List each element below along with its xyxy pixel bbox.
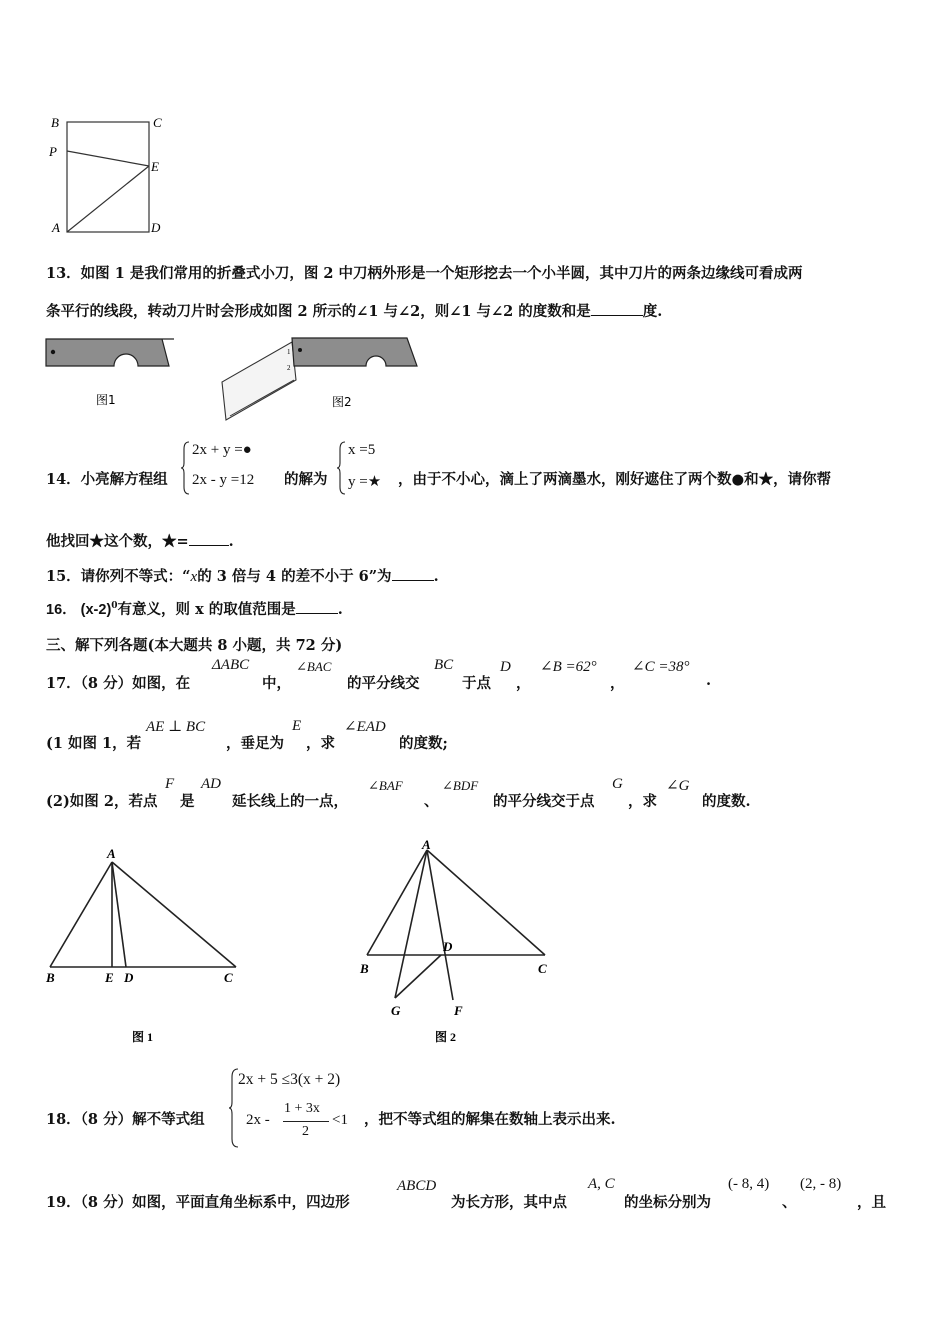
q17-s2-m2: AD	[201, 776, 221, 792]
knife-figure-2	[210, 330, 425, 425]
q16-exp: 0	[111, 601, 118, 612]
q15-text-c: .	[433, 568, 439, 585]
fig2-caption: 图 2	[435, 1030, 457, 1044]
q17-p1: 17．（8 分）如图，在	[46, 675, 191, 692]
q16-answer-blank[interactable]	[296, 599, 338, 614]
rectangle-figure	[40, 108, 180, 238]
q17-m-bac: ∠BAC	[296, 659, 332, 674]
q17-figure-2	[355, 835, 565, 1050]
q18-eq1: 2x + 5 ≤3(x + 2)	[238, 1071, 341, 1088]
fig1-label-A: A	[107, 846, 116, 861]
q17-p7: .	[706, 672, 712, 689]
q17-figure-1	[40, 840, 250, 1050]
rect-label-E: E	[151, 159, 159, 174]
q17-s1-m1: AE ⊥ BC	[146, 719, 206, 735]
q17-s1-b: ，垂足为	[226, 735, 284, 752]
q15-text-a: 15．请你列不等式：“	[46, 568, 191, 585]
angle-label-2: 2	[287, 364, 291, 372]
fig2-label-D: D	[443, 939, 453, 954]
q17-m-abc: ΔABC	[212, 657, 250, 673]
q15-text-b: 的 3 倍与 4 的差不小于 6”为	[197, 568, 392, 585]
q17-s2-m1: F	[165, 776, 175, 792]
q17-s2-e: 的平分线交于点	[493, 793, 595, 810]
q17-s2-c: 延长线上的一点，	[232, 793, 348, 810]
fig1-label-B: B	[46, 970, 55, 985]
knife-figure-1	[44, 336, 174, 416]
q18-eq2-a: 2x -	[246, 1112, 270, 1128]
q17-s1-m3: ∠EAD	[344, 719, 386, 735]
q15	[46, 565, 439, 586]
fig1-label-C: C	[224, 970, 233, 985]
fig1-caption: 图 1	[132, 1030, 154, 1044]
q14-sys2-eq2	[348, 472, 381, 491]
rect-label-C: C	[153, 115, 162, 130]
fig1-label-D: D	[124, 970, 134, 985]
q17-s1-d: 的度数;	[399, 735, 448, 752]
q14-sys1-eq2	[192, 472, 254, 489]
q15-var: x	[190, 569, 198, 585]
q19-p5: ，且	[857, 1194, 886, 1211]
q13-line2-text: 条平行的线段，转动刀片时会形成如图 2 所示的∠1 与∠2，则∠1 与∠2 的度数和是	[46, 303, 591, 320]
q17-p6: ，	[610, 675, 625, 692]
q17-s1-m2: E	[292, 718, 302, 734]
fig2-label-G: G	[391, 1003, 401, 1018]
fig1-label-E: E	[105, 970, 114, 985]
q18-eq2-num: 1 + 3x	[284, 1101, 320, 1116]
q14-sys1-eq2-text: 2x - y =12	[192, 472, 255, 488]
q14-sys1-eq1-text: 2x + y =●	[192, 442, 252, 458]
q18-eq2-b: <1	[332, 1112, 348, 1128]
q17-s1-a: (1 如图 1，若	[46, 735, 142, 752]
q17-s2-g: 的度数.	[702, 793, 751, 810]
q14-sys1-eq1	[192, 442, 252, 459]
q17-p5: ，	[516, 675, 531, 692]
q13-answer-blank[interactable]	[591, 301, 643, 316]
q17-line1	[46, 672, 190, 693]
q14-system1-brace	[181, 441, 191, 495]
q18-eq2-den: 2	[302, 1124, 309, 1139]
q14-mid: 的解为	[284, 471, 328, 488]
q19-p4: 、	[782, 1194, 797, 1211]
q19-m4: (2, - 8)	[800, 1176, 842, 1192]
q14-line2-text: 他找回★这个数，★=	[46, 533, 189, 550]
fig2-label-A: A	[422, 837, 431, 852]
q16	[46, 598, 343, 619]
q17-s2-f: ，求	[628, 793, 657, 810]
q19-p3: 的坐标分别为	[624, 1194, 711, 1211]
q14-prefix: 14．小亮解方程组	[46, 471, 168, 488]
q13-line1: 13．如图 1 是我们常用的折叠式小刀，图 2 中刀柄外形是一个矩形挖去一个小半圆，其中刀片的两条边缘线可看成两	[46, 265, 803, 282]
q14-line2-end: .	[228, 533, 234, 550]
q17-s2-a: (2)如图 2，若点	[46, 793, 158, 810]
rect-label-A: A	[52, 220, 60, 235]
q17-m-b: ∠B =62°	[540, 659, 597, 675]
q17-p2: 中，	[262, 675, 291, 692]
q19-m3: (- 8, 4)	[728, 1176, 770, 1192]
q16-base: 16． (x-2)	[46, 602, 112, 618]
rect-label-B: B	[51, 115, 59, 130]
q14-line2	[46, 530, 234, 551]
q13-line2-end: 度.	[642, 303, 663, 320]
q17-s2-m6: ∠G	[666, 778, 690, 794]
q14-suffix: ，由于不小心，滴上了两滴墨水，刚好遮住了两个数●和★，请你帮	[398, 471, 832, 488]
fig2-caption: 图2	[332, 395, 352, 409]
q19-p1: 19．（8 分）如图，平面直角坐标系中，四边形	[46, 1194, 350, 1211]
q18-prefix: 18．（8 分）解不等式组	[46, 1111, 205, 1128]
q14-sys2-eq1-text: x =5	[348, 442, 376, 458]
q18-suffix: ，把不等式组的解集在数轴上表示出来.	[364, 1111, 616, 1128]
q13-line2	[46, 300, 662, 321]
q16-text-b: .	[337, 601, 343, 618]
q17-s1-c: ，求	[306, 735, 335, 752]
angle-label-1: 1	[287, 348, 291, 356]
q14-answer-blank[interactable]	[189, 531, 229, 546]
q14-sys2-eq1	[348, 442, 375, 459]
q17-p4: 于点	[462, 675, 491, 692]
q17-s2-m3: ∠BAF	[368, 778, 403, 793]
section3-title: 三、解下列各题(本大题共 8 小题，共 72 分)	[46, 637, 343, 654]
q17-m-c: ∠C =38°	[632, 659, 690, 675]
q15-answer-blank[interactable]	[392, 566, 434, 581]
q17-s2-d: 、	[424, 793, 439, 810]
q19-m2: A, C	[588, 1176, 615, 1192]
q18-fraction-bar	[283, 1121, 329, 1122]
q16-text-a: 有意义，则 x 的取值范围是	[117, 601, 296, 618]
fig1-caption: 图1	[96, 393, 116, 407]
q19-m1: ABCD	[397, 1178, 437, 1194]
fig2-label-C: C	[538, 961, 547, 976]
q17-s2-m5: G	[612, 776, 623, 792]
q19-p2: 为长方形，其中点	[451, 1194, 567, 1211]
fig2-label-F: F	[454, 1003, 463, 1018]
rect-label-D: D	[151, 220, 161, 235]
q17-m-d: D	[500, 659, 511, 675]
fig2-label-B: B	[360, 961, 369, 976]
q14-sys2-eq2-text: y =★	[348, 474, 382, 490]
q17-s2-b: 是	[180, 793, 195, 810]
q17-p3: 的平分线交	[347, 675, 420, 692]
q17-m-bc: BC	[434, 657, 454, 673]
q14-system2-brace	[337, 441, 347, 495]
q17-s2-m4: ∠BDF	[442, 778, 479, 793]
rect-label-P: P	[49, 144, 57, 159]
